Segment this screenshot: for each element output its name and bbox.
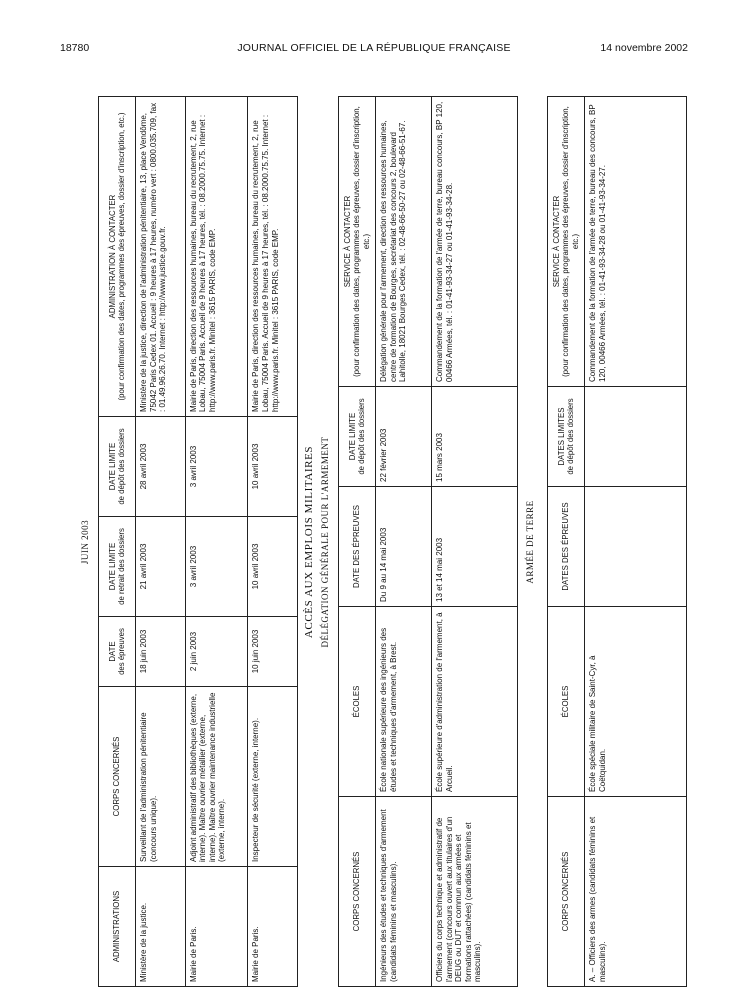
col-header-corps: CORPS CONCERNÉS	[99, 687, 136, 867]
cell-contact: Mairie de Paris, direction des ressources humaines, bureau du recrutement, 2, rue Lobau, 75004 Paris. Accueil de 9 heures à 17 heures, tél. : 08.2000.75.75. Internet : http://www.paris.fr. Minitel : 3615 PARIS, code EMP.	[248, 97, 298, 417]
cell-corps: Officiers du corps technique et administratif de l'armement (concours ouvert aux titulaires d'un DEUG ou DUT et commun aux armées et formations rattachées) (candidats féminins et masculins).	[431, 797, 517, 987]
col-header-contact: SERVICE À CONTACTER (pour confirmation des dates, programmes des épreuves, dossier d'inscription, etc.)	[339, 97, 376, 387]
col-header-dates-epreuves: DATES DES ÉPREUVES	[548, 487, 585, 607]
dga-recruitment-table	[338, 96, 518, 987]
col-header-corps: CORPS CONCERNÉS	[548, 797, 585, 987]
army-recruitment-table	[547, 96, 687, 987]
cell-contact: Mairie de Paris, direction des ressources humaines, bureau du recrutement, 2, rue Lobau, 75004 Paris. Accueil de 9 heures à 17 heures, tél. : 08.2000.75.75. Internet : http://www.paris.fr. Minitel : 3615 PARIS, code EMP.	[185, 97, 248, 417]
col-header-contact: ADMINISTRATION À CONTACTER (pour confirmation des dates, programmes des épreuves, dossier d'inscription, etc.)	[99, 97, 136, 417]
cell-administration: Ministère de la justice.	[136, 867, 186, 987]
col-header-date-retrait: DATE LIMITE de retrait des dossiers	[99, 517, 136, 617]
col-header-administrations: ADMINISTRATIONS	[99, 867, 136, 987]
month-heading: JUIN 2003	[80, 519, 90, 565]
col-header-ecoles: ÉCOLES	[339, 607, 376, 797]
publication-date: 14 novembre 2002	[600, 42, 688, 54]
rotated-content	[80, 87, 548, 987]
cell-contact: Commandement de la formation de l'armée de terre, bureau concours, BP 120, 00466 Armées, tél. : 01-41-93-34-27 ou 01-41-93-34-28.	[431, 97, 517, 387]
table-header-row	[548, 97, 585, 987]
col-header-dates-epreuves: DATE DES ÉPREUVES	[339, 487, 376, 607]
table-row	[248, 97, 298, 987]
cell-ecole: École supérieure d'administration de l'armement, à Arcueil.	[431, 607, 517, 797]
table-header-row	[99, 97, 136, 987]
cell-date-epreuves: 10 juin 2003	[248, 617, 298, 687]
col-header-date-depot: DATES LIMITES de dépôt des dossiers	[548, 387, 585, 487]
cell-corps: Surveillant de l'administration pénitentiaire (concours unique).	[136, 687, 186, 867]
journal-title: JOURNAL OFFICIEL DE LA RÉPUBLIQUE FRANÇAISE	[237, 42, 511, 54]
col-header-contact: SERVICE À CONTACTER (pour confirmation des dates, programmes des épreuves, dossier d'inscription, etc.)	[548, 97, 585, 387]
cell-corps: Inspecteur de sécurité (externe, interne).	[248, 687, 298, 867]
cell-contact: Ministère de la justice, direction de l'administration pénitentiaire, 13, place Vendôme, 75042 Paris Cedex 01. Accueil : 9 heures à 17 heures, numéro vert : 0800.035.709, fax : 01.49.96.26.70. Internet : http://www.justice.gouv.fr.	[136, 97, 186, 417]
table-row	[431, 97, 517, 987]
military-section-title: ACCÈS AUX EMPLOIS MILITAIRES	[303, 445, 315, 639]
cell-corps: Adjoint administratif des bibliothèques (externe, interne). Maître ouvrier métallier (externe, interne). Maître ouvrier maintenance industrielle (externe, interne).	[185, 687, 248, 867]
cell-date-depot: 10 avril 2003	[248, 417, 298, 517]
table-row	[136, 97, 186, 987]
cell-corps: Ingénieurs des études et techniques d'armement (candidats féminins et masculins).	[376, 797, 432, 987]
col-header-date-depot: DATE LIMITE de dépôt des dossiers	[99, 417, 136, 517]
cell-date-epreuves: 2 juin 2003	[185, 617, 248, 687]
cell-date-epreuves: 18 juin 2003	[136, 617, 186, 687]
page-number: 18780	[60, 42, 90, 54]
civil-recruitment-table	[98, 96, 298, 987]
cell-corps: A. – Officiers des armes (candidats féminins et masculins).	[585, 797, 687, 987]
cell-date-depot: 28 avril 2003	[136, 417, 186, 517]
rotated-content-army	[547, 87, 697, 987]
col-header-date-depot: DATE LIMITE de dépôt des dossiers	[339, 387, 376, 487]
table-row	[585, 97, 687, 987]
dga-section-title: DÉLÉGATION GÉNÉRALE POUR L'ARMEMENT	[320, 436, 330, 648]
cell-ecole: École nationale supérieure des ingénieurs des études et techniques d'armement, à Brest.	[376, 607, 432, 797]
table-row	[185, 97, 248, 987]
col-header-date-epreuves: DATE des épreuves	[99, 617, 136, 687]
col-header-ecoles: ÉCOLES	[548, 607, 585, 797]
cell-ecole: École spéciale militaire de Saint-Cyr, à Coëtquidan.	[585, 607, 687, 797]
cell-depot: 22 février 2003	[376, 387, 432, 487]
army-section-title: ARMÉE DE TERRE	[525, 500, 535, 584]
cell-contact: Délégation générale pour l'armement, direction des ressources humaines, centre de formation de Bourges, secrétariat des concours 2, boulevard Lahitolle, 18021 Bourges Cedex, tél. : 02-48-66-50-27 ou 02-48-66-51-67.	[376, 97, 432, 387]
cell-date-retrait: 10 avril 2003	[248, 517, 298, 617]
cell-date-retrait: 21 avril 2003	[136, 517, 186, 617]
table-row	[376, 97, 432, 987]
table-header-row	[339, 97, 376, 987]
cell-date-depot: 3 avril 2003	[185, 417, 248, 517]
col-header-corps: CORPS CONCERNÉS	[339, 797, 376, 987]
cell-contact: Commandement de la formation de l'armée de terre, bureau des concours, BP 120, 00466 Armées, tél. : 01-41-93-34-28 ou 01-41-93-34-27.	[585, 97, 687, 387]
cell-administration: Mairie de Paris.	[185, 867, 248, 987]
cell-dates	[585, 487, 687, 607]
cell-dates: Du 9 au 14 mai 2003	[376, 487, 432, 607]
cell-depot	[585, 387, 687, 487]
cell-administration: Mairie de Paris.	[248, 867, 298, 987]
cell-date-retrait: 3 avril 2003	[185, 517, 248, 617]
cell-depot: 15 mars 2003	[431, 387, 517, 487]
page-header	[60, 42, 688, 58]
cell-dates: 13 et 14 mai 2003	[431, 487, 517, 607]
